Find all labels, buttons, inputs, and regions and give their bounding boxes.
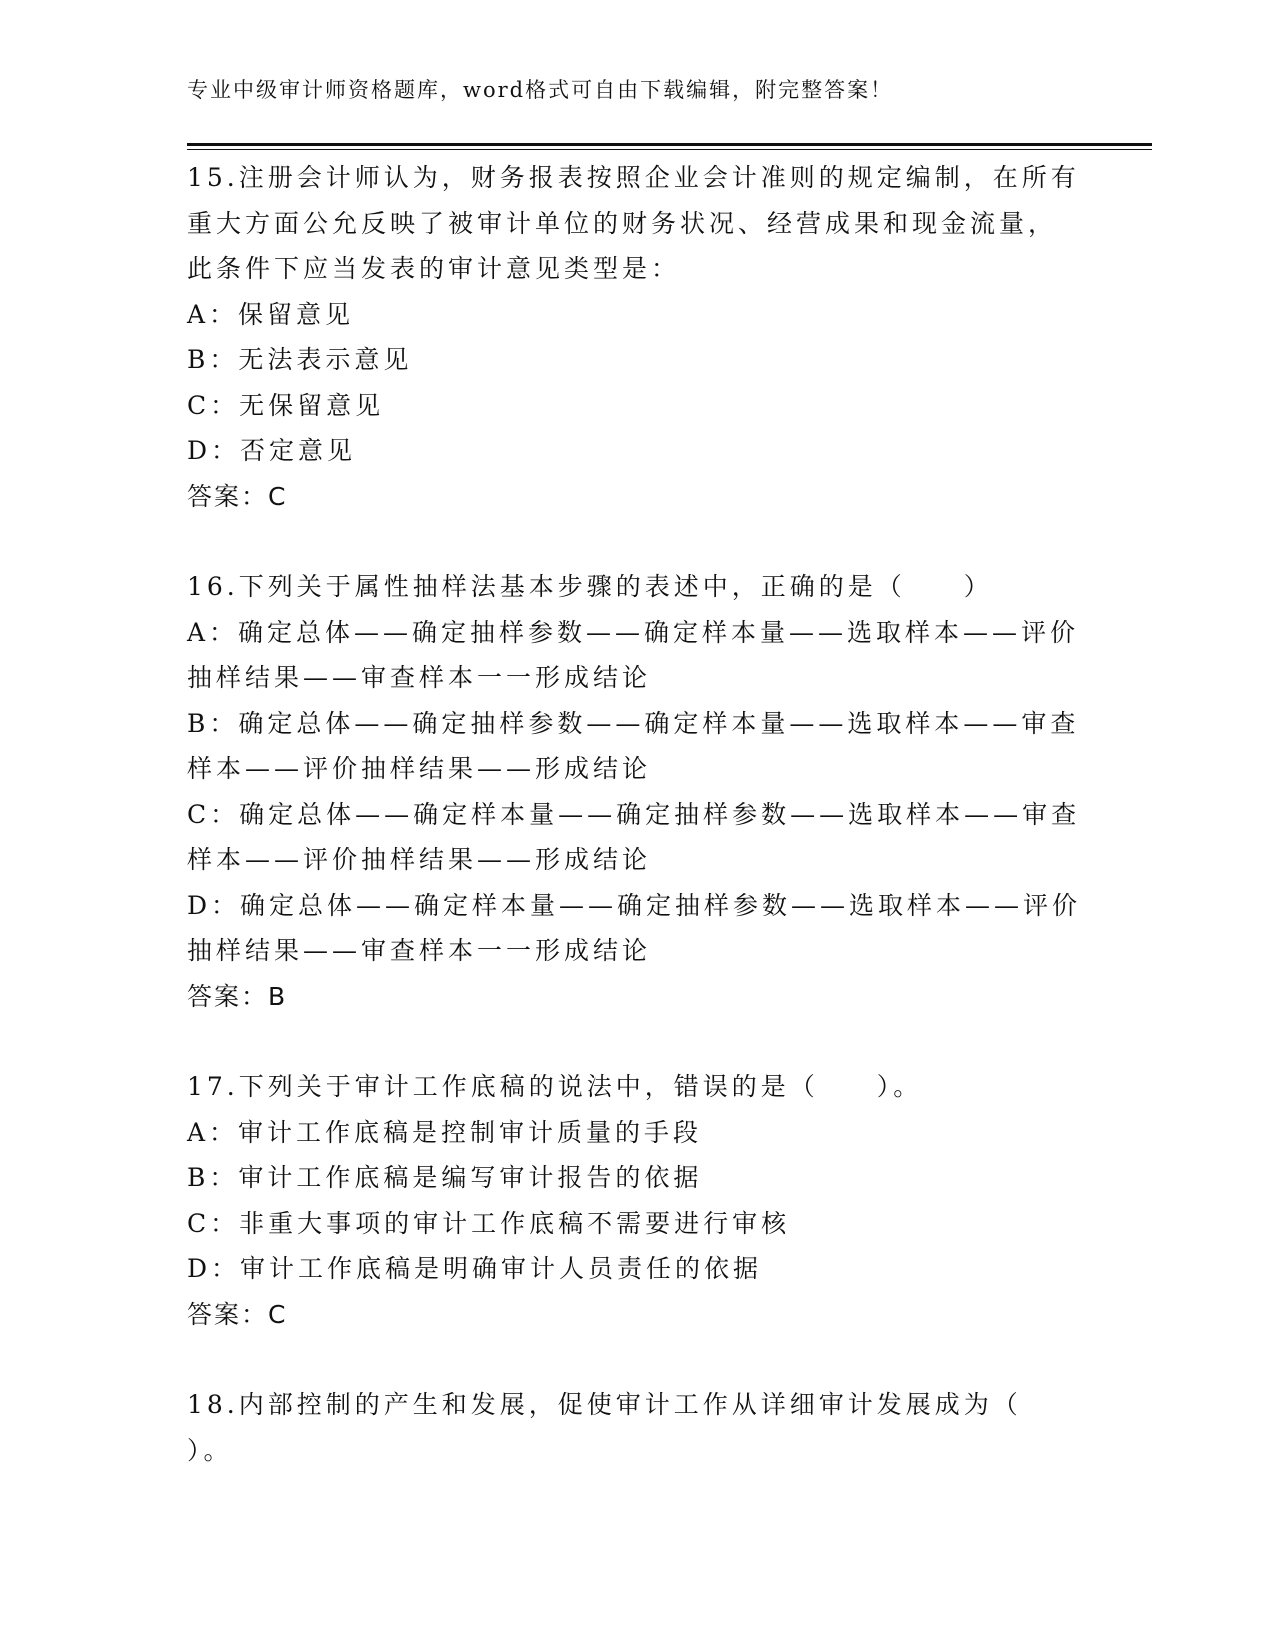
option-c: C：非重大事项的审计工作底稿不需要进行审核 <box>187 1208 791 1238</box>
page-header: 专业中级审计师资格题库，word格式可自由下载编辑，附完整答案！ <box>187 78 894 102</box>
option-b: B：审计工作底稿是编写审计报告的依据 <box>187 1163 703 1192</box>
option-a-line-1: A：确定总体——确定抽样参数——确定样本量——选取样本——评价 <box>187 617 1080 647</box>
option-b: B：无法表示意见 <box>187 345 413 374</box>
question-stem-line: 15.注册会计师认为，财务报表按照企业会计准则的规定编制，在所有 <box>187 163 1080 192</box>
option-c-line-1: C：确定总体——确定样本量——确定抽样参数——选取样本——审查 <box>187 799 1081 829</box>
question-16 <box>187 564 1082 1019</box>
question-18 <box>187 1382 1077 1473</box>
question-stem-line: 重大方面公允反映了被审计单位的财务状况、经营成果和现金流量， <box>187 208 1058 238</box>
question-stem-line: 16.下列关于属性抽样法基本步骤的表述中，正确的是（ ） <box>187 572 993 601</box>
option-d: D：否定意见 <box>187 436 357 465</box>
option-c-line-2: 样本——评价抽样结果——形成结论 <box>187 845 652 874</box>
question-stem-line: ）。 <box>187 1435 233 1465</box>
option-d: D：审计工作底稿是明确审计人员责任的依据 <box>187 1254 763 1283</box>
option-b-line-2: 样本——评价抽样结果——形成结论 <box>187 754 652 783</box>
option-a: A：审计工作底稿是控制审计质量的手段 <box>187 1117 703 1147</box>
option-d-line-1: D：确定总体——确定样本量——确定抽样参数——选取样本——评价 <box>187 890 1082 920</box>
answer-line: 答案：C <box>187 481 288 511</box>
option-c: C：无保留意见 <box>187 390 385 420</box>
question-stem-line: 此条件下应当发表的审计意见类型是： <box>187 254 681 283</box>
question-17 <box>187 1064 1077 1337</box>
answer-line: 答案：C <box>187 1299 288 1329</box>
option-b-line-1: B：确定总体——确定抽样参数——确定样本量——选取样本——审查 <box>187 708 1080 738</box>
question-stem-line: 18.内部控制的产生和发展，促使审计工作从详细审计发展成为（ <box>187 1390 1022 1419</box>
option-a: A：保留意见 <box>187 299 355 329</box>
question-15 <box>187 155 1080 519</box>
header-divider-thick <box>187 143 1152 146</box>
option-a-line-2: 抽样结果——审查样本一一形成结论 <box>187 663 652 692</box>
header-divider-thin <box>187 149 1152 150</box>
answer-line: 答案：B <box>187 981 288 1011</box>
question-stem-line: 17.下列关于审计工作底稿的说法中，错误的是（ ）。 <box>187 1072 923 1101</box>
question-list <box>187 155 1082 1518</box>
option-d-line-2: 抽样结果——审查样本一一形成结论 <box>187 936 652 965</box>
